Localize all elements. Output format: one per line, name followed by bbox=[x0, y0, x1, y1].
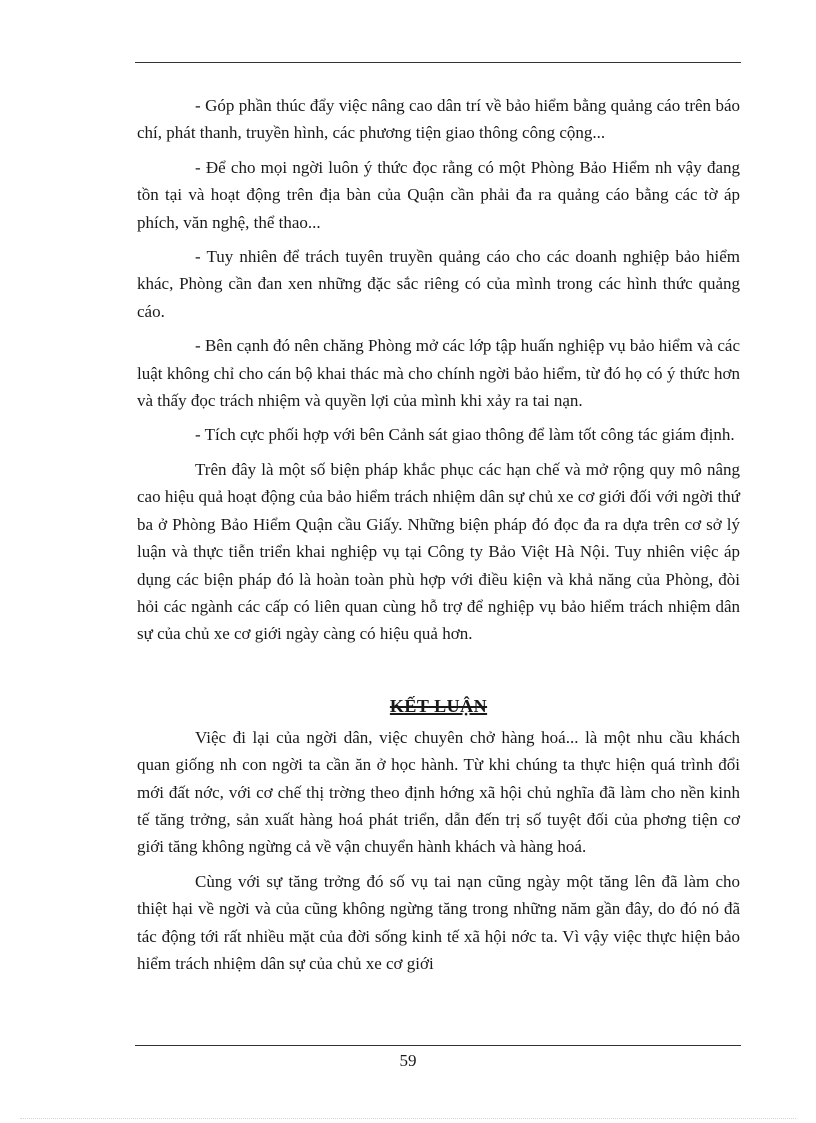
bullet-paragraph-distinction: - Tuy nhiên để trách tuyên truyền quảng cáo cho các doanh nghiệp bảo hiểm khác, Phòng cần đan xen những đặc sắc riêng có của mình trong các hình thức quảng cáo. bbox=[137, 247, 740, 321]
conclusion-paragraph-1: Việc đi lại của ngời dân, việc chuyên chở hàng hoá... là một nhu cầu khách quan giống nh con ngời ta cần ăn ở học hành. Từ khi chúng ta thực hiện quá trình đổi mới đất nớc, với cơ chế thị trờng theo định hớng xã hội chủ nghĩa đã làm cho nền kinh tế tăng trởng, sản xuất hàng hoá phát triển, dẫn đến trị số tuyệt đối của phơng tiện cơ giới tăng không ngừng cả về vận chuyển hành khách và hàng hoá. bbox=[137, 727, 740, 857]
conclusion-paragraph-2: Cùng với sự tăng trởng đó số vụ tai nạn cũng ngày một tăng lên đã làm cho thiệt hại về ngời và của cũng không ngừng tăng trong những năm gần đây, do đó nó đã tác động tới rất nhiều mặt của đời sống kinh tế xã hội nớc ta. Vì vậy việc thực hiện bảo hiểm trách nhiệm dân sự của chủ xe cơ giới bbox=[137, 871, 740, 973]
bullet-paragraph-training: - Bên cạnh đó nên chăng Phòng mở các lớp tập huấn nghiệp vụ bảo hiểm và các luật không chỉ cho cán bộ khai thác mà cho chính ngời bảo hiểm, từ đó họ có ý thức hơn và thấy đọc trách nhiệm và quyền lợi của mình khi xảy ra tai nạn. bbox=[137, 336, 740, 411]
page-edge-dotted-line bbox=[20, 1118, 796, 1119]
section-title bbox=[137, 694, 740, 718]
bullet-paragraph-cooperation: - Tích cực phối hợp với bên Cảnh sát giao thông để làm tốt công tác giám định. bbox=[195, 425, 735, 445]
bullet-paragraph-awareness: - Để cho mọi ngời luôn ý thức đọc rằng có một Phòng Bảo Hiểm nh vậy đang tồn tại và hoạt động trên địa bàn của Quận cần phải đa ra quảng cáo bằng các tờ áp phích, văn nghệ, thể thao... bbox=[137, 157, 740, 232]
section-title-text: KẾT LUẬN bbox=[389, 695, 488, 716]
footer-rule bbox=[135, 1045, 741, 1046]
bullet-paragraph-advertising: - Góp phần thúc đẩy việc nâng cao dân trí về bảo hiểm bằng quảng cáo trên báo chí, phát thanh, truyền hình, các phương tiện giao thông công cộng... bbox=[137, 96, 740, 143]
header-rule bbox=[135, 62, 741, 63]
document-body bbox=[137, 92, 740, 977]
page-number: 59 bbox=[399, 1051, 417, 1070]
summary-paragraph: Trên đây là một số biện pháp khắc phục các hạn chế và mở rộng quy mô nâng cao hiệu quả hoạt động của bảo hiểm trách nhiệm dân sự chủ xe cơ giới đối với ngời thứ ba ở Phòng Bảo Hiểm Quận cầu Giấy. Những biện pháp đó đọc đa ra dựa trên cơ sở lý luận và thực tiễn triển khai nghiệp vụ tại Công ty Bảo Việt Hà Nội. Tuy nhiên việc áp dụng các biện pháp đó là hoàn toàn phù hợp với điều kiện và khả năng của Phòng, đòi hỏi các ngành các cấp có liên quan cùng hỗ trợ để nghiệp vụ bảo hiểm trách nhiệm dân sự của chủ xe cơ giới ngày càng có hiệu quả hơn. bbox=[137, 459, 740, 644]
